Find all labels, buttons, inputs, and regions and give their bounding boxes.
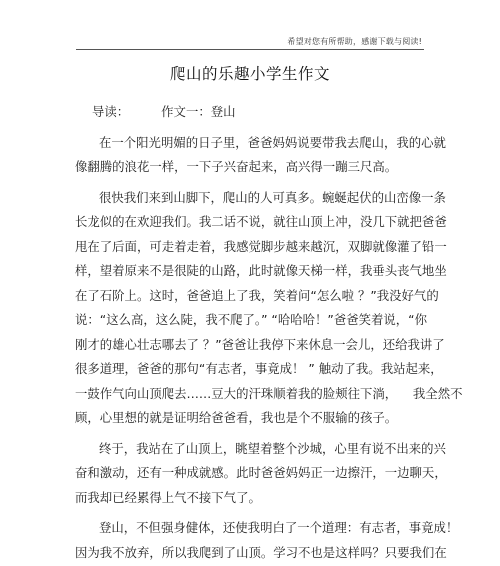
text-line: 而我却已经累得上气不接下气了。 bbox=[75, 489, 261, 505]
text-line: 在一个阳光明媚的日子里，爸爸妈妈说要带我去爬山，我的心就 bbox=[99, 134, 446, 150]
text-line: 很多道理，爸爸的那句“有志者，事竟成！ ” 触动了我。我站起来， bbox=[75, 361, 443, 376]
text-line: 登山，不但强身健体，还使我明白了一个道理：有志者，事竟成！ bbox=[99, 520, 459, 535]
text-line: 说：“这么高，这么陡，我不爬了。” “哈哈哈！”爸爸笑着说，“你 bbox=[75, 312, 427, 327]
text-line: 很快我们来到山脚下，爬山的人可真多。蜿蜒起伏的山峦像一条 bbox=[99, 189, 446, 205]
text-line: 刚才的雄心壮志哪去了 ？”爸爸让我停下来休息一会儿，还给我讲了 bbox=[75, 336, 445, 352]
paragraph bbox=[75, 437, 447, 511]
paragraph bbox=[75, 131, 446, 180]
text-line: 长龙似的在欢迎我们。我二话不说，就往山顶上冲，没几下就把爸爸 bbox=[75, 214, 447, 229]
document-body bbox=[75, 100, 463, 565]
text-line: 奋和激动，还有一种成就感。此时爸爸妈妈正一边擦汗，一边聊天， bbox=[75, 465, 447, 480]
header-note: 希望对您有所帮助，感谢下载与阅读! bbox=[287, 37, 422, 46]
text-line: 因为我不放弃，所以我爬到了山顶。学习不也是这样吗？只要我们在 bbox=[75, 544, 447, 560]
header-divider bbox=[76, 49, 424, 50]
text-line: 一鼓作气向山顶爬去……豆大的汗珠顺着我的脸颊往下淌， 我全然不 bbox=[75, 385, 463, 401]
text-line: 终于，我站在了山顶上，眺望着整个沙城，心里有说不出来的兴 bbox=[99, 440, 446, 456]
guide-label: 导读： bbox=[92, 104, 130, 119]
text-line: 样，望着原来不是很陡的山路，此时就像天梯一样，我垂头丧气地坐 bbox=[75, 263, 447, 278]
guide-text: 作文一：登山 bbox=[161, 104, 236, 119]
paragraph bbox=[75, 186, 463, 431]
text-line: 在了石阶上。这时，爸爸追上了我，笑着问“怎么啦 ？”我没好气的 bbox=[75, 287, 439, 303]
text-line: 甩在了后面，可走着走着，我感觉脚步越来越沉，双脚就像灌了铅一 bbox=[75, 238, 447, 254]
text-line: 顾，心里想的就是证明给爸爸看，我也是个不服输的孩子。 bbox=[75, 410, 398, 425]
guide-line bbox=[75, 100, 427, 125]
document-title: 爬山的乐趣小学生作文 bbox=[169, 65, 330, 83]
text-line: 像翻腾的浪花一样，一下子兴奋起来，高兴得一蹦三尺高。 bbox=[75, 159, 398, 174]
paragraph bbox=[75, 516, 459, 565]
